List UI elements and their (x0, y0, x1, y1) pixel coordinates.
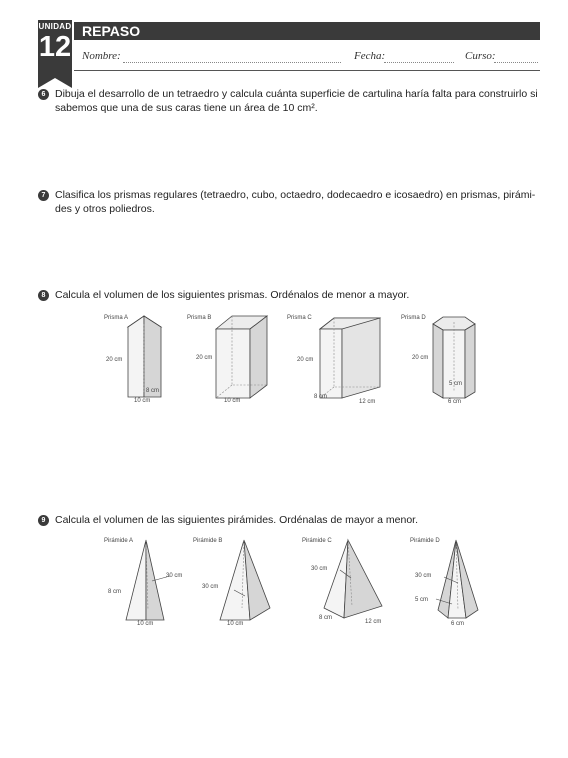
pyramid-b-base: 10 cm (227, 621, 244, 627)
question-8-number: 8 (38, 290, 49, 301)
prism-a-height: 20 cm (106, 357, 123, 363)
page-title: REPASO (82, 23, 141, 39)
question-6-line1: Dibuja el desarrollo de un tetraedro y calcula cuánta superficie de cartulina haría falta para construirlo si (55, 88, 538, 100)
pyramid-d-figure (432, 536, 488, 626)
pyramid-c-name: Pirámide C (302, 538, 332, 544)
course-field[interactable] (494, 62, 538, 63)
prism-d-height: 20 cm (412, 355, 429, 361)
prism-a-base: 10 cm (134, 398, 151, 404)
question-8-text: Calcula el volumen de los siguientes prismas. Ordénalos de menor a mayor. (55, 289, 410, 301)
prism-c-name: Prisma C (287, 315, 312, 321)
question-9-text: Calcula el volumen de las siguientes pirámides. Ordénalas de mayor a menor. (55, 514, 419, 526)
prism-a-inner: 8 cm (146, 388, 160, 394)
prism-c-base: 12 cm (359, 399, 376, 405)
question-7-line1: Clasifica los prismas regulares (tetraedro, cubo, octaedro, dodecaedro e icosaedro) en prismas, pirámi- (55, 189, 536, 201)
pyramid-d-inner: 5 cm (415, 597, 429, 603)
header-rule (74, 70, 540, 71)
pyramid-a-height: 30 cm (166, 573, 183, 579)
course-label: Curso: (465, 50, 496, 62)
prism-b-base: 10 cm (224, 398, 241, 404)
question-6-line2: sabemos que una de sus caras tiene un área de 10 cm². (55, 102, 318, 114)
pyramid-a-figure (118, 536, 178, 626)
prism-d-inner: 5 cm (449, 381, 463, 387)
question-7-number: 7 (38, 190, 49, 201)
pyramid-a-side: 8 cm (108, 589, 122, 595)
prism-a-right-face (144, 316, 161, 397)
pyramid-a-name: Pirámide A (104, 538, 134, 544)
prism-d-name: Prisma D (401, 315, 426, 321)
question-9-number: 9 (38, 515, 49, 526)
pyramid-c-base: 12 cm (365, 619, 382, 625)
prism-b-name: Prisma B (187, 315, 212, 321)
pyramid-b-height: 30 cm (202, 584, 219, 590)
prism-c-left-face (320, 329, 342, 398)
prism-b-front-face (216, 329, 250, 398)
title-bar (74, 22, 540, 40)
pyramid-b-figure (214, 536, 274, 626)
prism-d-right-face (465, 324, 475, 398)
unit-number: 12 (38, 31, 72, 63)
pyramid-a-base: 10 cm (137, 621, 154, 627)
pyramid-c-right-face (344, 540, 382, 618)
date-label: Fecha: (354, 50, 386, 62)
prism-c-depth: 8 cm (314, 394, 328, 400)
date-field[interactable] (384, 62, 454, 63)
pyramid-d-height: 30 cm (415, 573, 432, 579)
pyramid-b-name: Pirámide B (193, 538, 223, 544)
pyramid-d-base: 6 cm (451, 621, 465, 627)
name-field[interactable] (123, 62, 341, 63)
prism-d-base: 6 cm (448, 399, 462, 405)
prism-a-left-face (128, 316, 144, 397)
prism-a-name: Prisma A (104, 315, 129, 321)
pyramid-a-left-face (126, 540, 146, 620)
pyramid-d-name: Pirámide D (410, 538, 440, 544)
prism-b-height: 20 cm (196, 355, 213, 361)
prism-d-left-face (433, 324, 443, 398)
pyramid-c-depth: 8 cm (319, 615, 333, 621)
question-7-line2: des y otros poliedros. (55, 203, 155, 215)
question-6-number: 6 (38, 89, 49, 100)
prism-c-height: 20 cm (297, 357, 314, 363)
unit-label: UNIDAD (38, 22, 72, 31)
pyramid-c-figure (318, 536, 390, 626)
prism-d-figure (425, 312, 485, 412)
name-label: Nombre: (82, 50, 121, 62)
prism-b-side-face (250, 316, 267, 398)
prism-b-figure (210, 312, 280, 412)
pyramid-c-height: 30 cm (311, 566, 328, 572)
prism-c-right-face (342, 318, 380, 398)
